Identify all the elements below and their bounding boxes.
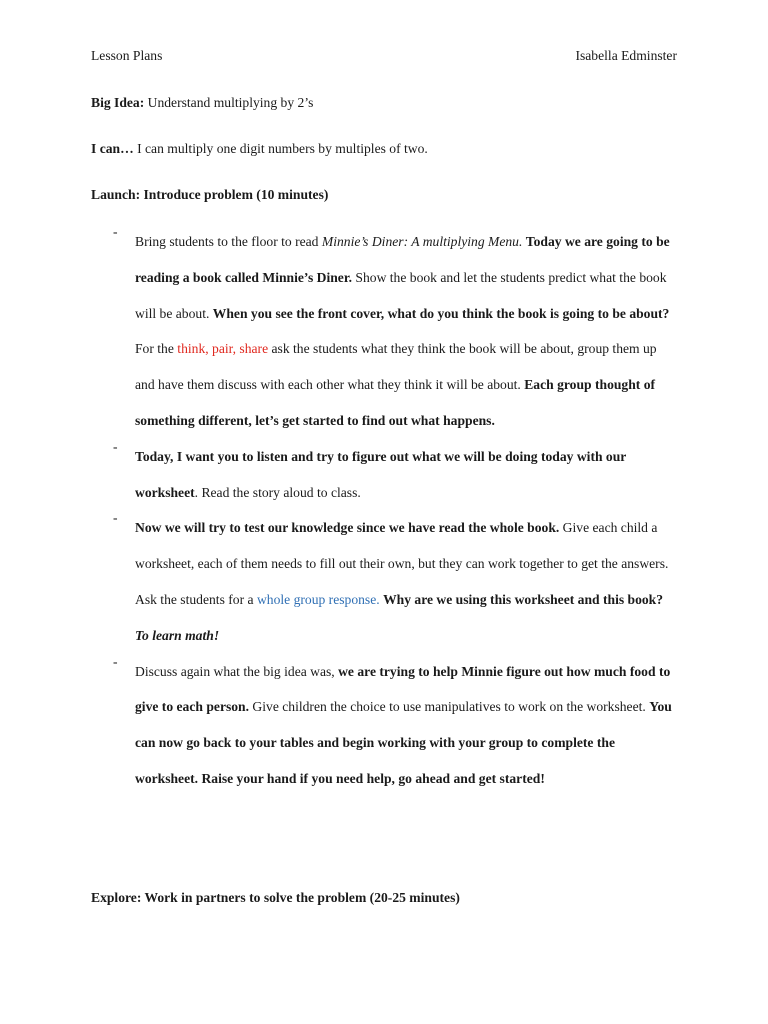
text-run: ask the students what they think the book will be about, group them up and have them discuss with each other what they think it will be about.	[135, 341, 657, 393]
text-run: Why are we using this worksheet and this book?	[383, 591, 664, 607]
bullet-text	[135, 224, 675, 439]
bullet-item	[0, 654, 768, 797]
bullet-dash: -	[113, 438, 118, 454]
i-can-text: I can multiply one digit numbers by multiples of two.	[133, 141, 428, 156]
i-can-label: I can…	[91, 141, 134, 156]
text-run: For the	[135, 341, 178, 357]
text-run: Bring students to the floor to read	[135, 234, 322, 249]
explore-heading: Explore: Work in partners to solve the problem (20-25 minutes)	[91, 890, 460, 905]
bullet-dash: -	[113, 653, 118, 669]
bullet-item	[0, 510, 768, 653]
text-run: Today, I want you to listen and try to figure out what we will be doing today with our worksheet	[135, 448, 627, 500]
text-run: Minnie’s Diner: A multiplying Menu.	[321, 234, 523, 249]
text-run: think, pair, share	[177, 341, 269, 357]
text-run: Show the book and let the students predict what the book will be about.	[135, 269, 667, 321]
text-run: we are trying to help Minnie figure out how much food to give to each person.	[135, 663, 671, 715]
text-run: Give children the choice to use manipulatives to work on the worksheet.	[249, 699, 650, 715]
text-run: When you see the front cover, what do you think the book is going to be about?	[212, 305, 670, 321]
i-can-line	[91, 141, 428, 157]
text-run: Discuss again what the big idea was,	[135, 663, 339, 679]
launch-heading: Launch: Introduce problem (10 minutes)	[91, 187, 329, 202]
big-idea-line	[91, 95, 313, 111]
text-run: Now we will try to test our knowledge since we have read the whole book.	[135, 520, 560, 536]
text-run: Each group thought of something different, let’s get started to find out what happens.	[135, 377, 656, 428]
bullet-item	[0, 439, 768, 511]
bullet-dash: -	[113, 224, 118, 239]
text-run: Today we are going to be reading a book called Minnie’s Diner.	[135, 234, 670, 285]
bullet-item	[0, 224, 768, 439]
big-idea-label: Big Idea:	[91, 95, 145, 110]
header-title: Lesson Plans	[91, 48, 163, 63]
bullet-dash: -	[113, 510, 118, 526]
header-author: Isabella Edminster	[575, 48, 677, 63]
launch-bullet-list	[0, 224, 768, 797]
text-run: whole group response.	[256, 591, 380, 607]
text-run: To learn math!	[135, 627, 220, 643]
big-idea-text: Understand multiplying by 2’s	[144, 95, 314, 110]
text-run: Give each child a worksheet, each of them needs to fill out their own, but they can work together to get the answers. Ask the students for a	[135, 520, 669, 607]
bullet-text	[135, 510, 675, 653]
page-header	[91, 48, 677, 66]
bullet-text	[135, 439, 675, 511]
bullet-text	[135, 654, 675, 797]
text-run: You can now go back to your tables and begin working with your group to complete the worksheet. Raise your hand if you need help, go ahead and get started!	[135, 699, 672, 786]
text-run: . Read the story aloud to class.	[194, 484, 361, 500]
